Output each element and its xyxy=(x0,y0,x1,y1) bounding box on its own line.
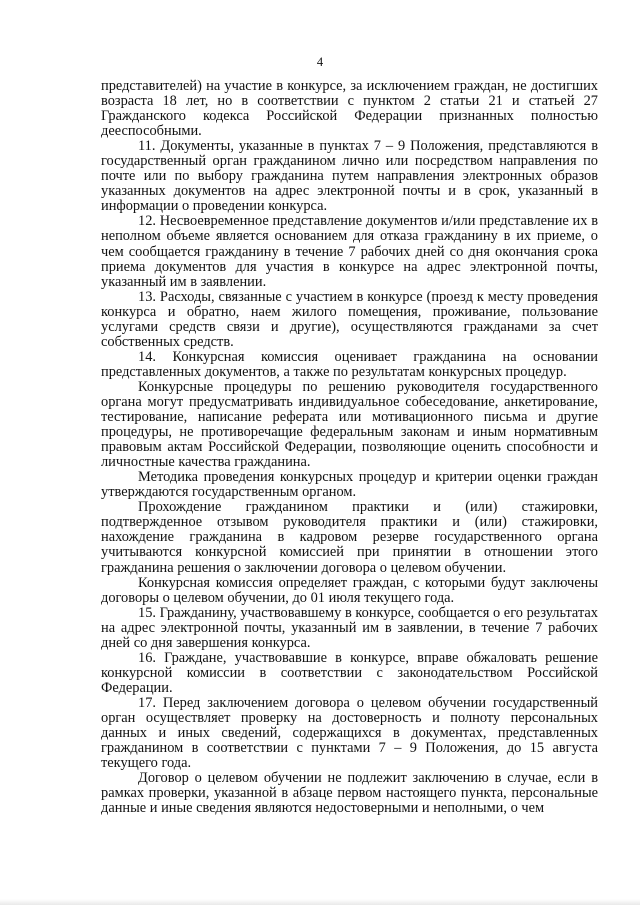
paragraph-item-11: 11. Документы, указанные в пунктах 7 – 9 Положения, представляются в государственный орган гражданином лично или посредством направления по почте или по выбору гражданина путем направления электронных образов указанных документов на адрес электронной почты и в срок, указанный в информации о проведении конкурса. xyxy=(101,138,598,215)
paragraph-item-16: 16. Граждане, участвовавшие в конкурсе, вправе обжаловать решение конкурсной комиссии в соответствии с законодательством Российской Федерации. xyxy=(101,649,598,696)
paragraph-item-14: 14. Конкурсная комиссия оценивает гражданина на основании представленных документов, а также по результатам конкурсных процедур. xyxy=(101,348,598,380)
paragraph-item-17: 17. Перед заключением договора о целевом обучении государственный орган осуществляет проверку на достоверность и полноту персональных данных и иных сведений, содержащихся в документах, представленных гражданином в соответствии с пунктами 7 – 9 Положения, до 15 августа текущего года. xyxy=(101,694,598,772)
paragraph-commission-deadline: Конкурсная комиссия определяет граждан, с которыми будут заключены договоры о целевом обучении, до 01 июля текущего года. xyxy=(101,574,598,606)
paragraph-item-15: 15. Гражданину, участвовавшему в конкурсе, сообщается о его результатах на адрес электронной почты, указанный им в заявлении, в течение 7 рабочих дней со дня завершения конкурса. xyxy=(101,604,598,651)
paragraph-internship: Прохождение гражданином практики и (или) стажировки, подтвержденное отзывом руководителя практики и (или) стажировки, нахождение гражданина в кадровом резерве государственного органа учитываются конкурсной комиссией при принятии в отношении этого гражданина решения о заключении договора о целевом обучении. xyxy=(101,499,598,576)
page-number: 4 xyxy=(316,55,324,69)
paragraph-continuation: представителей) на участие в конкурсе, за исключением граждан, не достигших возраста 18 лет, но в соответствии с пунктом 2 статьи 21 и статьей 27 Гражданского кодекса Российской Федерации признанных полностью дееспособными. xyxy=(101,78,598,140)
page-bottom-edge xyxy=(0,899,640,905)
paragraph-item-12: 12. Несвоевременное представление документов и/или представление их в неполном объеме является основанием для отказа гражданину в их приеме, о чем сообщается гражданину в течение 7 рабочих дней со дня окончания срока приема документов для участия в конкурсе на адрес электронной почты, указанный им в заявлении. xyxy=(101,213,598,290)
paragraph-methodology: Методика проведения конкурсных процедур и критерии оценки граждан утверждаются государственным органом. xyxy=(101,469,598,501)
paragraph-contract-refusal: Договор о целевом обучении не подлежит заключению в случае, если в рамках проверки, указанной в абзаце первом настоящего пункта, персональные данные и иные сведения являются недостоверными и неполными, о чем xyxy=(101,770,598,817)
document-body xyxy=(101,79,598,816)
paragraph-item-13: 13. Расходы, связанные с участием в конкурсе (проезд к месту проведения конкурса и обратно, наем жилого помещения, проживание, пользование услугами средств связи и другие), осуществляются гражданами за счет собственных средств. xyxy=(101,288,598,350)
paragraph-competition-procedures: Конкурсные процедуры по решению руководителя государственного органа могут предусматривать индивидуальное собеседование, анкетирование, тестирование, написание реферата или мотивационного письма и другие процедуры, не противоречащие федеральным законам и иным нормативным правовым актам Российской Федерации, позволяющие оценить способности и личностные качества гражданина. xyxy=(101,378,598,471)
